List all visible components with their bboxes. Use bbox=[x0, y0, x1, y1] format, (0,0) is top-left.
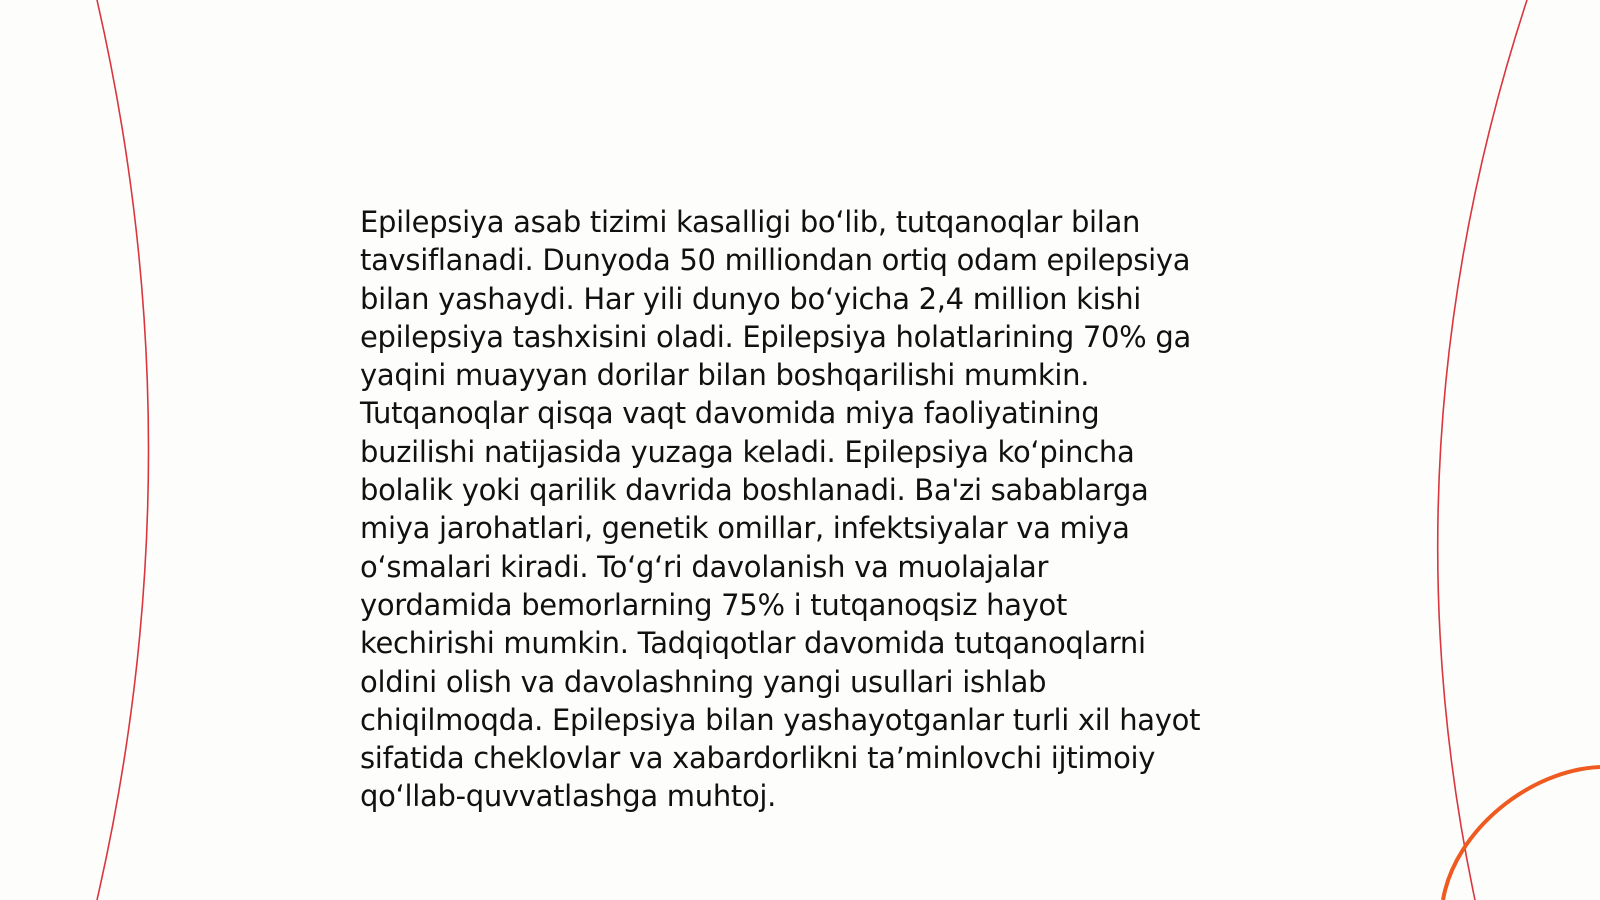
right-red-arc bbox=[1438, 0, 1527, 900]
paragraph-line: sifatida cheklovlar va xabardorlikni ta’minlovchi ijtimoiy bbox=[360, 741, 1156, 776]
left-red-arc bbox=[97, 0, 149, 900]
paragraph-line: Tutqanoqlar qisqa vaqt davomida miya faoliyatining bbox=[360, 396, 1100, 431]
paragraph-line: yaqini muayyan dorilar bilan boshqarilishi mumkin. bbox=[360, 358, 1090, 393]
paragraph-line: buzilishi natijasida yuzaga keladi. Epilepsiya ko‘pincha bbox=[360, 434, 1135, 469]
paragraph-line: bilan yashaydi. Har yili dunyo bo‘yicha 2,4 million kishi bbox=[360, 281, 1142, 316]
paragraph-line: miya jarohatlari, genetik omillar, infektsiyalar va miya bbox=[360, 511, 1130, 546]
paragraph-line: epilepsiya tashxisini oladi. Epilepsiya holatlarining 70% ga bbox=[360, 319, 1191, 354]
paragraph-line: kechirishi mumkin. Tadqiqotlar davomida tutqanoqlarni bbox=[360, 626, 1146, 661]
paragraph-line: o‘smalari kiradi. To‘g‘ri davolanish va muolajalar bbox=[360, 549, 1049, 584]
body-paragraph bbox=[360, 203, 1260, 816]
bottom-right-orange-arc bbox=[1443, 767, 1600, 900]
paragraph-line: yordamida bemorlarning 75% i tutqanoqsiz hayot bbox=[360, 587, 1068, 622]
paragraph-line: bolalik yoki qarilik davrida boshlanadi. Ba'zi sabablarga bbox=[360, 473, 1149, 508]
paragraph-line: oldini olish va davolashning yangi usullari ishlab bbox=[360, 664, 1047, 699]
paragraph-line: chiqilmoqda. Epilepsiya bilan yashayotganlar turli xil hayot bbox=[360, 702, 1201, 737]
paragraph-line: tavsiflanadi. Dunyoda 50 milliondan ortiq odam epilepsiya bbox=[360, 243, 1191, 278]
paragraph-line: Epilepsiya asab tizimi kasalligi bo‘lib, tutqanoqlar bilan bbox=[360, 205, 1141, 239]
paragraph-line: qo‘llab-quvvatlashga muhtoj. bbox=[360, 779, 777, 814]
